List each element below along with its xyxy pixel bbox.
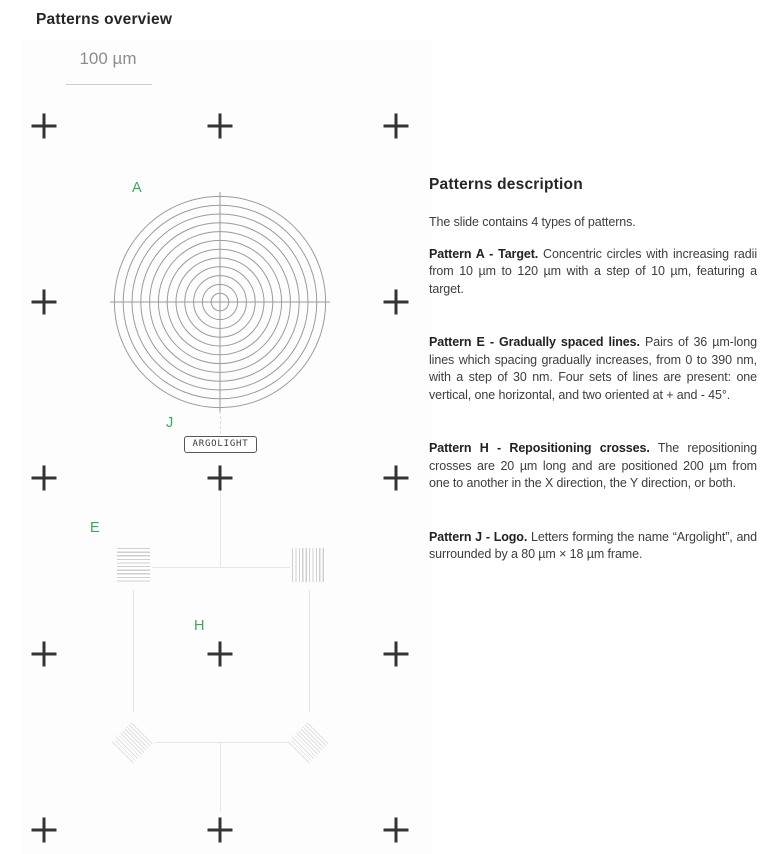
- pattern-e-name: Pattern E - Gradually spaced lines.: [429, 335, 640, 349]
- pattern-label-e: E: [90, 520, 100, 536]
- repositioning-cross: [32, 290, 57, 315]
- logo-frame: [184, 436, 257, 453]
- description-intro: The slide contains 4 types of patterns.: [429, 215, 636, 229]
- repositioning-cross: [32, 818, 57, 843]
- repositioning-cross: [208, 818, 233, 843]
- pattern-label-h: H: [194, 618, 205, 634]
- connector-line: [220, 743, 221, 812]
- pattern-a-description: [429, 246, 757, 299]
- pattern-h-name: Pattern H - Repositioning crosses.: [429, 441, 650, 455]
- repositioning-cross: [384, 466, 409, 491]
- repositioning-cross: [384, 642, 409, 667]
- pattern-h-description: [429, 440, 757, 493]
- spaced-lines-block-horizontal: [117, 548, 150, 582]
- connector-line: [220, 490, 221, 567]
- pattern-label-j: J: [166, 415, 174, 431]
- repositioning-cross: [384, 114, 409, 139]
- pattern-a-text: Concentric circles with increasing radii from 10 µm to 120 µm with a step of 10 µm, featuring a target.: [429, 246, 757, 296]
- repositioning-cross: [32, 466, 57, 491]
- scale-bar-line: [66, 84, 152, 85]
- target-pattern: [108, 190, 332, 414]
- logo-text: ARGOLIGHT: [192, 439, 249, 449]
- repositioning-cross: [208, 114, 233, 139]
- scale-bar-label: 100 µm: [79, 49, 137, 68]
- connector-line: [309, 590, 310, 712]
- pattern-a-name: Pattern A - Target.: [429, 246, 539, 261]
- page-title: Patterns overview: [36, 11, 173, 28]
- patterns-description-section: [429, 176, 757, 564]
- repositioning-cross: [384, 818, 409, 843]
- logo-lead-line: [220, 411, 221, 434]
- repositioning-cross: [32, 114, 57, 139]
- repositioning-cross: [208, 642, 233, 667]
- repositioning-cross: [384, 290, 409, 315]
- connector-line: [133, 590, 134, 712]
- pattern-e-description: [429, 334, 757, 404]
- pattern-j-name: Pattern J - Logo.: [429, 529, 528, 544]
- description-title: Patterns description: [429, 176, 583, 193]
- connector-line: [155, 742, 288, 743]
- pattern-j-text: Letters forming the name “Argolight”, and surrounded by a 80 µm × 18 µm frame.: [429, 529, 757, 561]
- connector-line: [152, 567, 290, 568]
- pattern-h-text: The repositioning crosses are 20 µm long and are positioned 200 µm from one to another in the X direction, the Y direction, or both.: [429, 441, 757, 490]
- pattern-j-description: [429, 529, 757, 564]
- spaced-lines-block-vertical: [292, 548, 325, 582]
- repositioning-cross: [208, 466, 233, 491]
- pattern-label-a: A: [132, 180, 142, 196]
- pattern-e-text: Pairs of 36 µm-long lines which spacing gradually increases, from 0 to 390 nm, with a step of 30 nm. Four sets of lines are present: one vertical, one horizontal, and two oriented at + and - 45°.: [429, 335, 757, 402]
- repositioning-cross: [32, 642, 57, 667]
